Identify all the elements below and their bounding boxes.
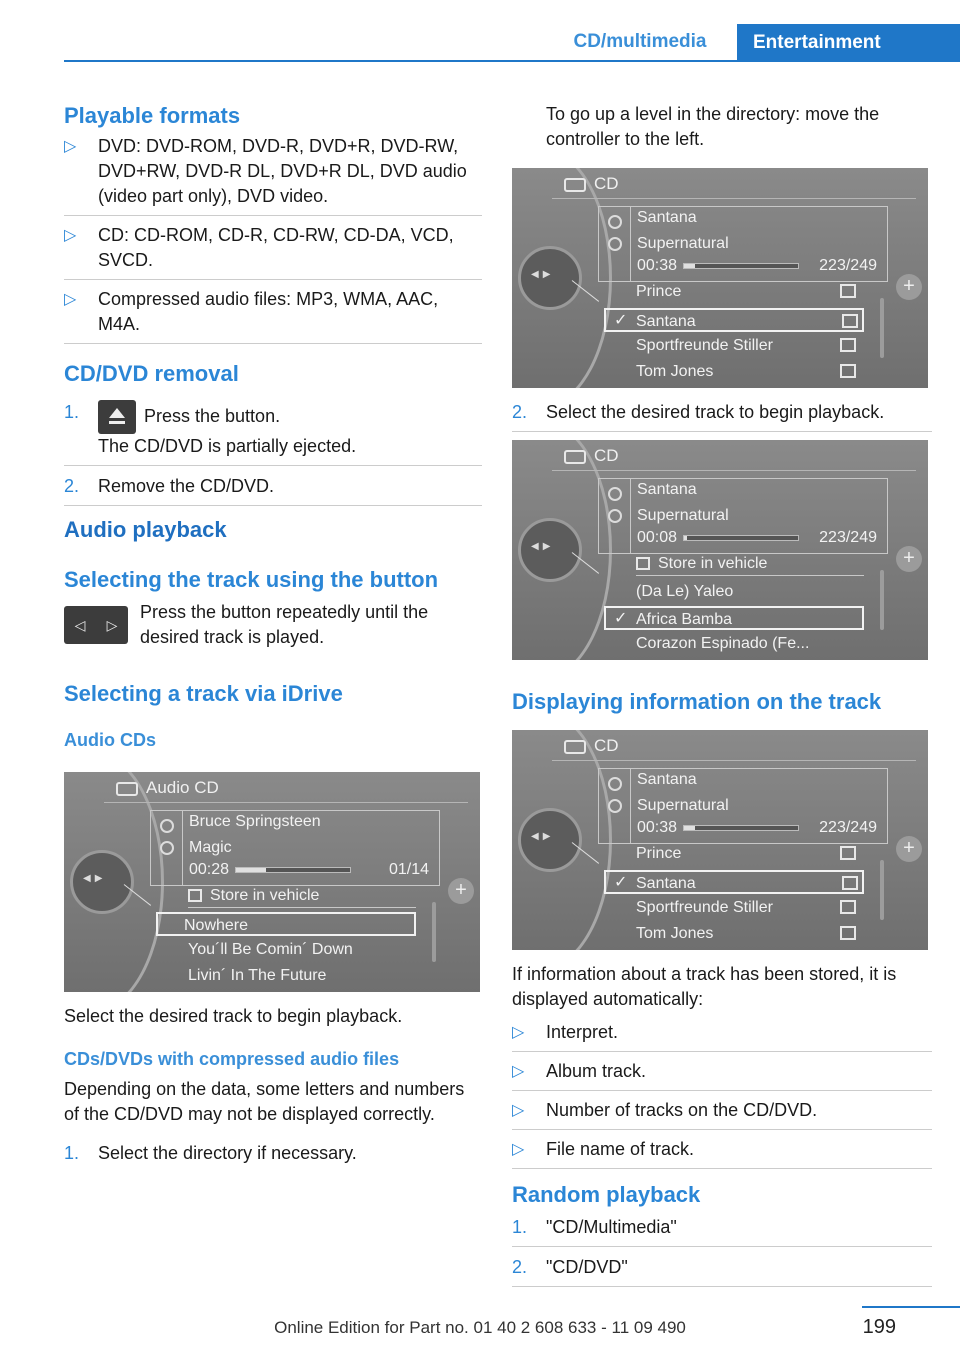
screen-title: CD xyxy=(564,446,619,466)
page-rule xyxy=(862,1306,960,1308)
screen-title: Audio CD xyxy=(116,778,219,798)
folder-icon xyxy=(840,364,856,378)
step-item: 1. Press the button. The CD/DVD is partially ejected. xyxy=(64,400,482,466)
album-label: Supernatural xyxy=(637,797,729,814)
progress-bar xyxy=(235,867,351,873)
cd-icon xyxy=(564,178,586,192)
track-info-panel xyxy=(150,810,440,886)
screen-cd-3 xyxy=(512,730,928,950)
screen-audio-cd xyxy=(64,772,480,992)
info-text: If information about a track has been stored, it is displayed automatically: xyxy=(512,964,897,1009)
screen-cd-2 xyxy=(512,440,928,660)
directory-row-selected[interactable]: ✓ Santana xyxy=(604,308,864,332)
step-item: 2. Select the desired track to begin playback. xyxy=(512,400,932,432)
album-label: Supernatural xyxy=(637,507,729,524)
track-row[interactable]: Livin´ In The Future xyxy=(188,967,327,984)
track-row[interactable]: (Da Le) Yaleo xyxy=(636,583,734,600)
artist-label: Bruce Springsteen xyxy=(189,813,321,830)
time-label: 00:38 xyxy=(637,257,678,274)
progress-bar xyxy=(683,535,799,541)
random-heading: Random playback xyxy=(512,1182,701,1207)
directory-row[interactable]: Tom Jones xyxy=(636,360,852,384)
track-count: 223/249 xyxy=(819,819,877,836)
controller-knob-icon xyxy=(518,808,582,872)
progress-bar xyxy=(683,263,799,269)
formats-list xyxy=(64,134,482,344)
step-item: 1. Select the directory if necessary. xyxy=(64,1143,357,1163)
audio-cds-heading: Audio CDs xyxy=(64,730,156,750)
person-icon xyxy=(608,215,622,229)
screen-title: CD xyxy=(564,736,619,756)
plus-icon: + xyxy=(896,546,922,572)
step-item: 1. "CD/Multimedia" xyxy=(512,1215,932,1247)
list-item: ▷ File name of track. xyxy=(512,1137,932,1169)
plus-icon: + xyxy=(448,878,474,904)
track-row-selected[interactable]: ✓ Africa Bamba xyxy=(604,606,864,630)
display-info-heading: Displaying information on the track xyxy=(512,689,882,714)
step-item: 2. Remove the CD/DVD. xyxy=(64,474,482,506)
cd-icon xyxy=(564,450,586,464)
disc-icon xyxy=(608,799,622,813)
list-item: ▷ Compressed audio files: MP3, WMA, AAC, M4A. xyxy=(64,287,482,344)
folder-icon xyxy=(840,926,856,940)
screen-cd-1 xyxy=(512,168,928,388)
directory-row[interactable]: Prince xyxy=(636,280,852,304)
list-item: ▷ CD: CD-ROM, CD-R, CD-RW, CD-DA, VCD, SVCD. xyxy=(64,223,482,280)
artist-label: Santana xyxy=(637,771,697,788)
time-label: 00:38 xyxy=(637,819,678,836)
compressed-heading: CDs/DVDs with compressed audio files xyxy=(64,1049,400,1069)
controller-knob-icon xyxy=(518,518,582,582)
artist-label: Santana xyxy=(637,481,697,498)
right-column xyxy=(512,102,932,1295)
seek-buttons-icon: ◁ ▷ xyxy=(64,606,128,644)
folder-icon xyxy=(842,314,858,328)
page-number: 199 xyxy=(862,1316,896,1338)
list-item: ▷ DVD: DVD-ROM, DVD-R, DVD+R, DVD-RW, DVD+RW, DVD-R DL, DVD+R DL, DVD audio (video part only), DVD video. xyxy=(64,134,482,216)
list-item: ▷ Interpret. xyxy=(512,1020,932,1052)
controller-knob-icon xyxy=(518,246,582,310)
plus-icon: + xyxy=(896,274,922,300)
save-icon xyxy=(188,889,202,902)
store-in-vehicle-item[interactable]: Store in vehicle xyxy=(188,884,416,908)
track-row[interactable]: Corazon Espinado (Fe... xyxy=(636,635,810,652)
album-label: Magic xyxy=(189,839,232,856)
select-track-text: Select the desired track to begin playback. xyxy=(64,1006,403,1026)
eject-button-icon xyxy=(98,400,136,434)
folder-icon xyxy=(840,900,856,914)
store-in-vehicle-item[interactable]: Store in vehicle xyxy=(636,552,864,576)
header-rule xyxy=(64,60,960,62)
footer-edition: Online Edition for Part no. 01 40 2 608 633 - 11 09 490 xyxy=(274,1318,686,1337)
select-idrive-heading: Selecting a track via iDrive xyxy=(64,681,343,706)
folder-icon xyxy=(840,846,856,860)
folder-icon xyxy=(840,284,856,298)
track-info-panel xyxy=(598,768,888,844)
seek-instruction xyxy=(64,600,482,672)
header-section-tab: CD/multimedia xyxy=(573,31,707,52)
person-icon xyxy=(608,777,622,791)
album-label: Supernatural xyxy=(637,235,729,252)
compressed-text: Depending on the data, some letters and numbers of the CD/DVD may not be displayed correctly. xyxy=(64,1079,465,1124)
disc-icon xyxy=(608,237,622,251)
directory-steps xyxy=(64,1141,482,1166)
info-list xyxy=(512,1020,932,1169)
audio-playback-heading: Audio playback xyxy=(64,517,227,542)
track-info-panel xyxy=(598,478,888,554)
playable-formats-heading: Playable formats xyxy=(64,103,241,128)
person-icon xyxy=(160,819,174,833)
time-label: 00:08 xyxy=(637,529,678,546)
screen-title: CD xyxy=(564,174,619,194)
artist-label: Santana xyxy=(637,209,697,226)
track-count: 223/249 xyxy=(819,257,877,274)
removal-steps xyxy=(64,400,482,506)
removal-heading: CD/DVD removal xyxy=(64,361,239,386)
controller-knob-icon xyxy=(70,850,134,914)
person-icon xyxy=(608,487,622,501)
directory-row[interactable]: Sportfreunde Stiller xyxy=(636,334,852,358)
disc-icon xyxy=(160,841,174,855)
directory-row[interactable]: Sportfreunde Stiller xyxy=(636,896,852,920)
track-row-selected[interactable]: Nowhere xyxy=(156,912,416,936)
up-level-text: To go up a level in the directory: move the controller to the left. xyxy=(546,104,880,149)
random-steps xyxy=(512,1215,932,1287)
directory-row[interactable]: Prince xyxy=(636,842,852,866)
list-item: ▷ Album track. xyxy=(512,1059,932,1091)
directory-row-selected[interactable]: ✓ Santana xyxy=(604,870,864,894)
track-count: 223/249 xyxy=(819,529,877,546)
cd-icon xyxy=(116,782,138,796)
track-row[interactable]: You´ll Be Comin´ Down xyxy=(188,941,353,958)
header-chapter-tab: Entertainment xyxy=(737,24,960,62)
track-info-panel xyxy=(598,206,888,282)
cd-icon xyxy=(564,740,586,754)
track-count: 01/14 xyxy=(388,861,429,878)
track-steps xyxy=(512,400,932,432)
list-item: ▷ Number of tracks on the CD/DVD. xyxy=(512,1098,932,1130)
disc-icon xyxy=(608,509,622,523)
left-column xyxy=(64,102,482,1174)
step-item: 2. "CD/DVD" xyxy=(512,1255,932,1287)
plus-icon: + xyxy=(896,836,922,862)
seek-text: Press the button repeatedly until the desired track is played. xyxy=(140,602,429,647)
progress-bar xyxy=(683,825,799,831)
folder-icon xyxy=(842,876,858,890)
select-button-heading: Selecting the track using the button xyxy=(64,567,439,592)
time-label: 00:28 xyxy=(189,861,230,878)
directory-row[interactable]: Tom Jones xyxy=(636,922,852,946)
folder-icon xyxy=(840,338,856,352)
save-icon xyxy=(636,557,650,570)
